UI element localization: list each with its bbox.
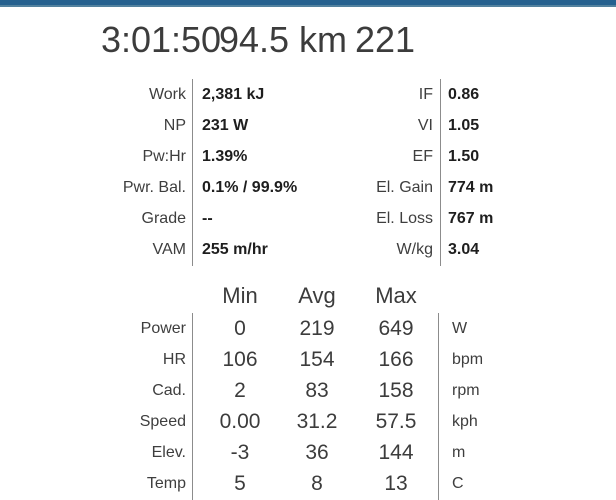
stat-label: VAM [152, 241, 186, 258]
stat-label: VI [417, 117, 433, 134]
stats-row [0, 234, 616, 265]
stat-label: El. Loss [376, 210, 433, 227]
table-unit: rpm [452, 382, 480, 399]
table-max-value: 166 [378, 348, 414, 371]
table-row-label: HR [162, 351, 186, 368]
table-min-value: 0.00 [219, 410, 261, 433]
stats-row [0, 110, 616, 141]
stat-label: EF [412, 148, 433, 165]
table-header-avg: Avg [298, 283, 336, 308]
stat-label: IF [418, 86, 433, 103]
stat-label: Work [148, 86, 186, 103]
stat-label: Pw:Hr [142, 148, 186, 165]
stat-value: 3.04 [448, 241, 480, 258]
stat-label: Grade [141, 210, 186, 227]
table-unit: kph [452, 413, 478, 430]
table-unit: W [452, 320, 468, 337]
stat-label: El. Gain [376, 179, 433, 196]
table-min-value: 2 [234, 379, 246, 402]
table-row [0, 344, 616, 375]
table-row [0, 406, 616, 437]
table-max-value: 57.5 [375, 410, 417, 433]
stat-value: -- [202, 210, 213, 227]
table-min-value: -3 [230, 441, 250, 464]
table-row-label: Temp [146, 475, 186, 492]
stat-value: 767 m [448, 210, 494, 227]
stats-row [0, 79, 616, 110]
table-row-label: Speed [139, 413, 186, 430]
stats-row [0, 172, 616, 203]
table-max-value: 649 [378, 317, 414, 340]
table-max-value: 13 [384, 472, 408, 495]
stat-value: 2,381 kJ [202, 86, 265, 103]
stat-label: W/kg [396, 241, 433, 258]
table-avg-value: 83 [305, 379, 329, 402]
table-min-value: 5 [234, 472, 246, 495]
table-min-value: 0 [234, 317, 246, 340]
table-row-label: Power [140, 320, 186, 337]
stat-value: 774 m [448, 179, 494, 196]
distance-value: 94.5 km [218, 19, 348, 60]
top-bar [0, 0, 616, 7]
table-header-row [0, 282, 616, 310]
table-min-value: 106 [222, 348, 258, 371]
stat-value: 255 m/hr [202, 241, 268, 258]
table-unit: bpm [452, 351, 484, 368]
stat-value: 231 W [202, 117, 249, 134]
table-max-value: 144 [378, 441, 414, 464]
table-row-label: Elev. [151, 444, 186, 461]
table-row-label: Cad. [152, 382, 186, 399]
table-avg-value: 219 [299, 317, 335, 340]
stat-value: 1.39% [202, 148, 248, 165]
table-row [0, 437, 616, 468]
table-max-value: 158 [378, 379, 414, 402]
table-avg-value: 154 [299, 348, 335, 371]
stat-value: 0.1% / 99.9% [202, 179, 298, 196]
stat-value: 0.86 [448, 86, 480, 103]
table-unit: m [452, 444, 466, 461]
stats-row [0, 141, 616, 172]
stat-label: Pwr. Bal. [122, 179, 186, 196]
table-header-max: Max [375, 283, 417, 308]
table-avg-value: 36 [305, 441, 329, 464]
stat-value: 1.50 [448, 148, 480, 165]
tss-value: 221 [354, 19, 416, 60]
duration-value: 3:01:50 [100, 19, 222, 60]
table-row [0, 375, 616, 406]
stat-value: 1.05 [448, 117, 480, 134]
stats-row [0, 203, 616, 234]
table-avg-value: 8 [311, 472, 323, 495]
table-header-min: Min [222, 283, 258, 308]
stat-label: NP [163, 117, 186, 134]
table-row [0, 313, 616, 344]
table-row [0, 468, 616, 499]
table-avg-value: 31.2 [296, 410, 338, 433]
table-unit: C [452, 475, 464, 492]
